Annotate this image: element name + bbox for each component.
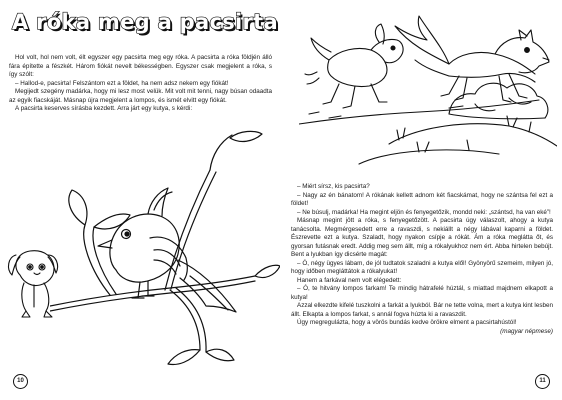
paragraph: Hanem a farkával nem volt elégedett: [297, 276, 402, 284]
paragraph: Úgy megregulázta, hogy a vörös bundás kedve örökre elment a pacsirtahústól! [297, 319, 517, 326]
paragraph: – Hallod-e, pacsirta! Felszántom ezt a földet, ha nem adsz nekem egy fiókát! [15, 79, 229, 87]
page-number: 10 [13, 374, 28, 389]
bird-on-branch-illustration [50, 130, 280, 370]
page-title: A róka meg a pacsirta [12, 10, 278, 34]
paragraph: – Ó, te hitvány lompos farkam! Te mindig hátrafelé húztál, s miattad majdnem elkapott a kutya! [291, 285, 553, 301]
dog-chasing-fox-illustration [299, 14, 557, 174]
paragraph: – Nagy az én bánatom! A rókának kellett adnom két fiacskámat, hogy ne szántsa fel ezt a földet! [291, 191, 553, 207]
paragraph: Hol volt, hol nem volt, élt egyszer egy pacsirta meg egy róka. A pacsirta a róka földjén álló fára építette a fészkét. Három fiókát nevelt békességben. Egyszer csak megjelent a róka, s így szólt: [9, 54, 272, 78]
right-page [281, 0, 562, 400]
paragraph: – Miért sírsz, kis pacsirta? [297, 183, 370, 190]
paragraph: Megijedt szegény madárka, hogy mi lesz most velük. Mit volt mit tenni, nagy búsan odaadta az egyik fiacskáját. Másnap újra megjelent a lompos, és ismét elvitt egy fiókát. [9, 88, 272, 104]
paragraph: Másnap megint jött a róka, s fenyegetőzött. A pacsirta úgy válaszolt, ahogy a kutya tanácsolta. Megmérgesedett erre a ravaszdi, s nekiállt a négy lábával kaparni a földet. Észrevette ezt a kutya. Szaladt, hogy nyakon csípje a rókát. Ám a róka meglátta őt, és gyorsan futásnak eredt. Addig meg sem állt, míg a rókalyukhoz nem ért. Abba hirtelen bebújt. Bent a lyukban így dicsérte magát: [291, 217, 553, 258]
page-number: 11 [535, 374, 550, 389]
paragraph: – Ne búsulj, madárka! Ha megint eljön és fenyegetőzik, mondd neki: „szántsd, ha van eké”! [297, 208, 551, 216]
story-text-right [291, 183, 553, 336]
source-signature: (magyar népmese) [500, 327, 553, 335]
puppy-illustration [4, 245, 64, 325]
story-text-left [9, 54, 272, 114]
paragraph: – Ó, négy ügyes lábam, de jól tudtatok szaladni a kutya elől! Gyönyörű szemeim, milyen jó, hogy időben megláttátok a rókalyukat! [291, 259, 553, 275]
paragraph: A pacsirta keserves sírásba kezdett. Arra járt egy kutya, s kérdi: [15, 105, 193, 112]
paragraph: Azzal elkezdte kifelé tuszkolni a farkát a lyukból. Bár ne tette volna, mert a kutya kint lesben állt. Elkapta a lompos farkat, s annál fogva húzta ki a ravaszdit. [291, 302, 553, 318]
